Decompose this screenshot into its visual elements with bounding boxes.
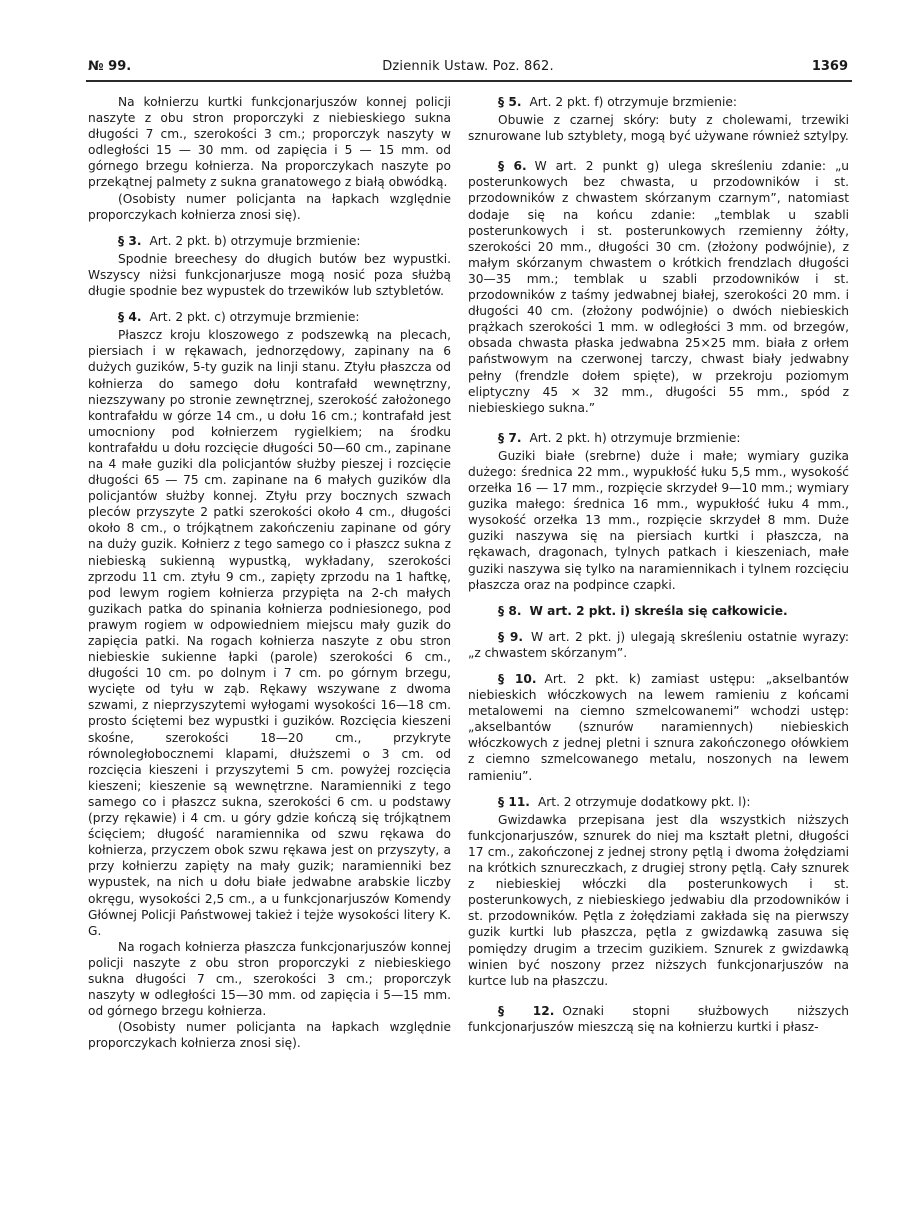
section-number: § 5. <box>498 95 522 109</box>
right-column <box>468 94 849 1037</box>
section-3-text: Spodnie breechesy do długich butów bez wypustki. Wszyscy niżsi funkcjonarjusze mogą nosić poza służbą długie spodnie bez wypustek do trzewików lub sztybletów. <box>88 251 451 299</box>
section-number: § 9. <box>498 629 523 644</box>
section-4-text-3: (Osobisty numer policjanta na łapkach względnie proporczykach kołnierza znosi się). <box>88 1020 451 1051</box>
section-9 <box>468 629 849 661</box>
section-7-heading <box>468 430 849 446</box>
section-4-text-2: Na rogach kołnierza płaszcza funkcjonarjuszów konnej policji naszyte z obu stron proporczyki z niebieskiego sukna długości 7 cm., szerokości 3 cm.; proporczyk naszyty w odległości 15—30 mm. od zapięcia i 5—15 mm. od górnego brzegu kołnierza. <box>88 939 451 1019</box>
left-column <box>88 94 451 1051</box>
section-heading-text: Art. 2 pkt. c) otrzymuje brzmienie: <box>149 310 360 325</box>
section-11-heading <box>468 794 849 810</box>
section-text: W art. 2 pkt. i) skreśla się całkowicie. <box>529 603 788 618</box>
header-rule <box>86 80 852 82</box>
section-text: W art. 2 pkt. j) ulegają skreśleniu ostatnie wyrazy: „z chwastem skórzanym”. <box>468 629 849 660</box>
section-7-text: Guziki białe (srebrne) duże i małe; wymiary guzika dużego: średnica 22 mm., wypukłość łuku 5,5 mm., wysokość orzełka 16 — 17 mm., rozpięcie skrzydeł 9—10 mm.; wymiary guzika małego: średnica 16 mm., wypukłość łuku 4 mm., wysokość orzełka 13 mm., rozpięcie skrzydeł 8 mm. Duże guziki naszywa się na piersiach kurtki i płaszcza, na rękawach, dragonach, tylnych patkach i kieszeniach, małe guziki naszywa się tylko na naramiennikach i tylnem rozcięciu płaszcza oraz na podpince czapki. <box>468 448 849 592</box>
section-number: § 6. <box>498 159 527 174</box>
section-5-heading <box>468 94 849 110</box>
page-number: 1369 <box>811 59 848 74</box>
section-heading-text: Art. 2 otrzymuje dodatkowy pkt. l): <box>537 794 751 809</box>
section-8 <box>468 603 849 619</box>
section-number: § 7. <box>498 430 522 445</box>
section-11-text: Gwizdawka przepisana jest dla wszystkich niższych funkcjonarjuszów, sznurek do niej ma kształt pletni, długości 17 cm., zakończonej z jednej strony pętlą i dwoma żołędziami na krótkich sznureczkach, z drugiej strony pętlą. Cały sznurek z niebieskiej włóczki dla posterunkowych i st. posterunkowych, z niebieskiego jedwabiu dla przodowników i st. przodowników. Pętla z żołędziami zakłada się na pierwszy guzik kurtki lub płaszcza, pętla z gwizdawką zasuwa się pomiędzy drugim a trzecim guzikiem. Sznurek z gwizdawką winien być noszony przez niższych funkcjonarjuszów na kurtce lub na płaszczu. <box>468 812 849 988</box>
section-4-text: Płaszcz kroju kloszowego z podszewką na plecach, piersiach i w rękawach, jednorzędowy, zapinany na 6 dużych guzików, 5-ty guzik na linji stanu. Ztyłu płaszcza od kołnierza do samego dołu kontrafałd wewnętrzny, niezszywany po stronie zewnętrznej, szerokość założonego kontrafałdu w górze 14 cm., u dołu 16 cm.; kontrafałd jest umocniony pod kołnierzem rygielkiem; na środku kontrafałdu u dołu rozcięcie długości 50—60 cm., zapinane na 4 małe guziki dla policjantów służby pieszej i rozcięcie długości 65 — 75 cm. zapinane na 6 małych guzików dla policjantów służby konnej. Ztyłu przy bocznych szwach pleców przyszyte 2 patki szerokości około 4 cm., długości około 8 cm., o trójkątnem zakończeniu zapinane od góry na duży guzik. Kołnierz z tego samego co i płaszcz sukna z niebieską sukienną wypustką, wykładany, szerokości zprzodu 11 cm. ztyłu 9 cm., zapięty zprzodu na 1 haftkę, pod lewym rogiem kołnierza przypięta na 2-ch małych guzikach patka do spinania kołnierza podniesionego, pod prawym rogiem w odpowiedniem miejscu mały guzik do zapięcia patki. Na rogach kołnierza naszyte z obu stron niebieskie sukienne łapki (parole) szerokości 6 cm., długości 10 cm. po dolnym i 7 cm. po górnym brzegu, wycięte od tyłu w ząb. Rękawy wszywane z dwoma szwami, z nieprzyszytemi wyłogami wysokości 16—18 cm. prosto ściętemi bez wypustki i guzików. Rozcięcia kieszeni skośne, szerokości 18—20 cm., przykryte równoległobocznemi klapami, dłuższemi o 3 cm. od rozcięcia kieszeni i przyszytemi 5 cm. powyżej rozcięcia kieszeni; kieszenie są wewnętrzne. Naramienniki z tego samego co i płaszcz sukna, szerokości 6 cm. u podstawy (przy rękawie) i 4 cm. u góry gdzie kończą się trójkątnem ścięciem; długość naramiennika od szwu rękawa do kołnierza, przyczem obok szwu rękawa jest on przyszyty, a przy kołnierzu zapięty na mały guzik; naramienniki bez wypustek, na nich u dołu białe jedwabne arabskie liczby okręgu, wysokości 2,5 cm., a u funkcjonarjuszów Komendy Głównej Policji Państwowej takież i tejże wysokości litery K. G. <box>88 328 451 938</box>
section-number: § 10. <box>498 672 537 686</box>
section-4-heading <box>88 309 451 325</box>
section-5-text: Obuwie z czarnej skóry: buty z cholewami, trzewiki sznurowane lub sztyblety, mogą być używane również sztylpy. <box>468 113 849 144</box>
journal-title: Dziennik Ustaw. Poz. 862. <box>382 59 554 74</box>
section-number: § 4. <box>118 310 142 325</box>
paragraph-collar-insignia: Na kołnierzu kurtki funkcjonarjuszów konnej policji naszyte z obu stron proporczyki z niebieskiego sukna długości 7 cm., szerokości 3 cm.; proporczyk naszyty w odległości 15 — 30 mm. od zapięcia i 5 — 15 mm. od górnego brzegu kołnierza. Na proporczykach naszyte po przekątnej palmety z sukna granatowego z białą obwódką. <box>88 95 451 190</box>
section-text: W art. 2 punkt g) ulega skreśleniu zdanie: „u posterunkowych bez chwasta, u przodowników i st. przodowników z chwastem skórzanym czarnym”, natomiast dodaje się na końcu zdanie: „temblak u szabli posterunkowych i st. posterunkowych rzemienny żółty, szerokości 20 mm., długości 30 cm. (złożony podwójnie), z małym skórzanym chwastem o krótkich frendzlach długości 30—35 mm.; temblak u szabli przodowników i st. przodowników z taśmy jedwabnej białej, szerokości 20 mm. i długości 40 cm. (złożony podwójnie) o dwóch niebieskich prążkach szerokości 1 mm. w odległości 3 mm. od brzegów, obsada chwasta płaska jedwabna 25×25 mm. biała z orłem państwowym na czerwonej tarczy, chwast biały jedwabny pełny (frendzle dołem spięte), w przekroju poziomym eliptyczny 45 × 32 mm., długości 55 mm., spód z niebieskiego sukna.” <box>468 159 850 415</box>
section-10 <box>468 671 849 784</box>
section-number: § 3. <box>118 233 142 248</box>
section-6 <box>468 158 849 416</box>
section-text: Art. 2 pkt. k) zamiast ustępu: „akselbantów niebieskich włóczkowych na lewem ramieniu z końcami metalowemi na ciemno szmelcowanemi” wchodzi ustęp: „akselbantów (sznurów naramiennych) niebieskich włóczkowych z jednej pletni i sznura zakończonego ołówkiem z ciemno szmelcowanego metalu, noszonych na lewem ramieniu”. <box>468 672 849 783</box>
paragraph-badge-number-note: (Osobisty numer policjanta na łapkach względnie proporczykach kołnierza znosi się). <box>88 191 451 222</box>
section-number: § 11. <box>498 794 530 809</box>
section-heading-text: Art. 2 pkt. h) otrzymuje brzmienie: <box>529 430 741 445</box>
section-3-heading <box>88 233 451 249</box>
page-header <box>88 58 848 76</box>
section-number: § 8. <box>498 603 522 618</box>
section-12 <box>468 1003 849 1035</box>
section-text: Oznaki stopni służbowych niższych funkcjonarjuszów mieszczą się na kołnierzu kurtki i płasz- <box>468 1003 849 1034</box>
section-number: § 12. <box>498 1003 555 1018</box>
issue-number: № 99. <box>88 59 132 74</box>
section-heading-text: Art. 2 pkt. b) otrzymuje brzmienie: <box>149 233 361 248</box>
section-heading-text: Art. 2 pkt. f) otrzymuje brzmienie: <box>529 95 738 109</box>
